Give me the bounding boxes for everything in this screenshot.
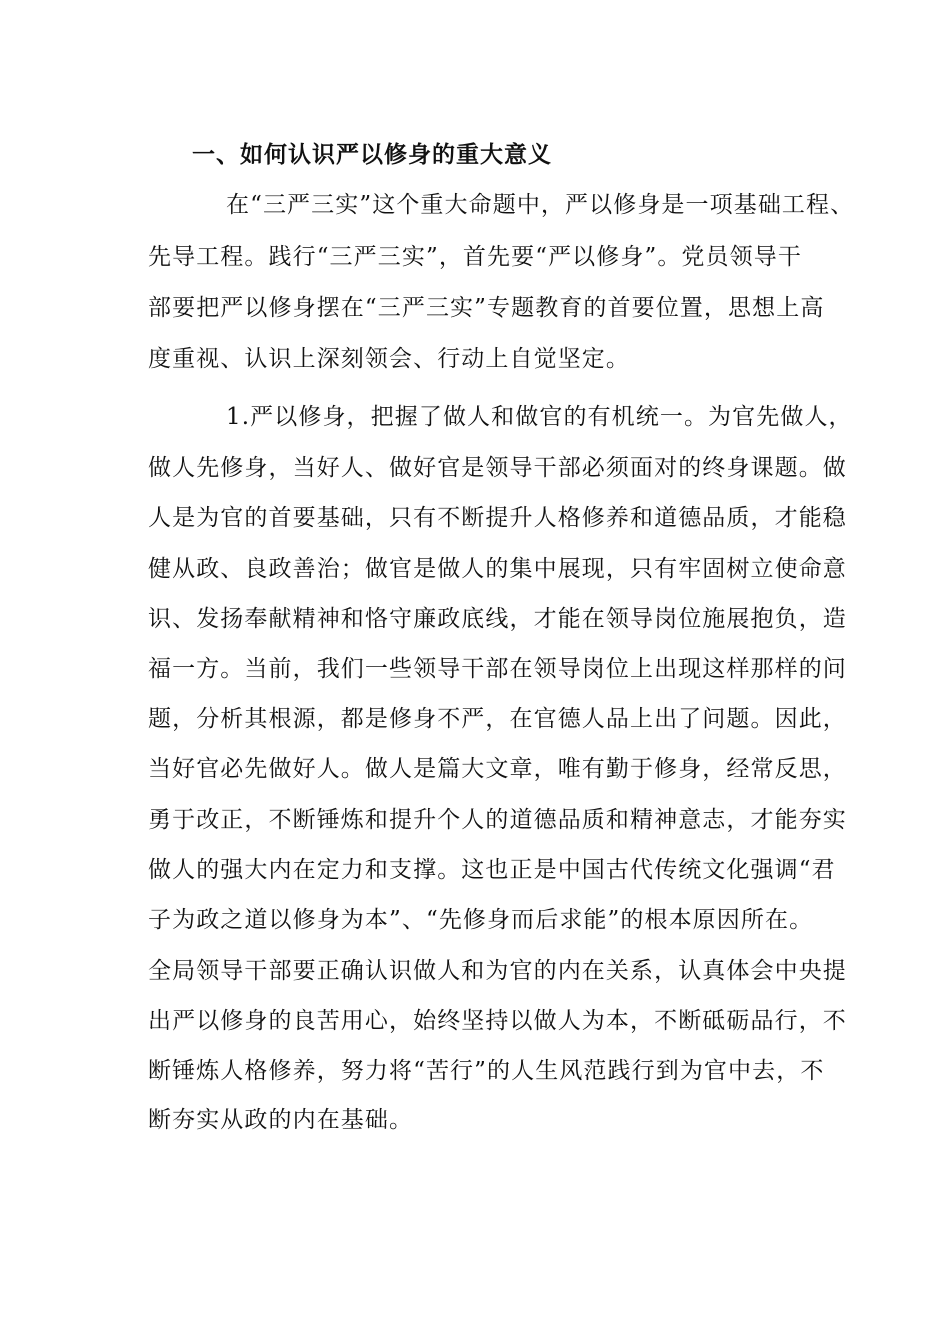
paragraph-line: 子为政之道以修身为本”、“先修身而后求能”的根本原因所在。 — [148, 907, 814, 933]
paragraph-line: 1.严以修身，把握了做人和做官的有机统一。为官先做人， — [226, 404, 853, 430]
paragraph-line: 断锤炼人格修养，努力将“苦行”的人生风范践行到为官中去，不 — [148, 1058, 825, 1084]
paragraph-line: 出严以修身的良苦用心，始终坚持以做人为本，不断砥砺品行，不 — [148, 1008, 847, 1034]
paragraph-line: 人是为官的首要基础，只有不断提升人格修养和道德品质，才能稳 — [148, 505, 847, 531]
section-heading: 一、如何认识严以修身的重大意义 — [192, 141, 552, 168]
paragraph-line: 度重视、认识上深刻领会、行动上自觉坚定。 — [148, 346, 630, 372]
paragraph-line: 勇于改正，不断锤炼和提升个人的道德品质和精神意志，才能夯实 — [148, 807, 847, 833]
paragraph-line: 做人先修身，当好人、做好官是领导干部必须面对的终身课题。做 — [148, 455, 847, 481]
paragraph-line: 全局领导干部要正确认识做人和为官的内在关系，认真体会中央提 — [148, 958, 847, 984]
paragraph-line: 部要把严以修身摆在“三严三实”专题教育的首要位置，思想上高 — [148, 295, 825, 321]
paragraph-line: 健从政、良政善治；做官是做人的集中展现，只有牢固树立使命意 — [148, 556, 847, 582]
paragraph-line: 题，分析其根源，都是修身不严，在官德人品上出了问题。因此， — [148, 706, 847, 732]
paragraph-line: 做人的强大内在定力和支撑。这也正是中国古代传统文化强调“君 — [148, 857, 836, 883]
paragraph-line: 识、发扬奉献精神和恪守廉政底线，才能在领导岗位施展抱负，造 — [148, 606, 847, 632]
paragraph-line: 在“三严三实”这个重大命题中，严以修身是一项基础工程、 — [226, 192, 855, 218]
paragraph-line: 先导工程。践行“三严三实”，首先要“严以修身”。党员领导干 — [148, 244, 802, 270]
paragraph-line: 断夯实从政的内在基础。 — [148, 1107, 414, 1133]
paragraph-line: 当好官必先做好人。做人是篇大文章，唯有勤于修身，经常反思， — [148, 756, 847, 782]
paragraph-line: 福一方。当前，我们一些领导干部在领导岗位上出现这样那样的问 — [148, 656, 847, 682]
